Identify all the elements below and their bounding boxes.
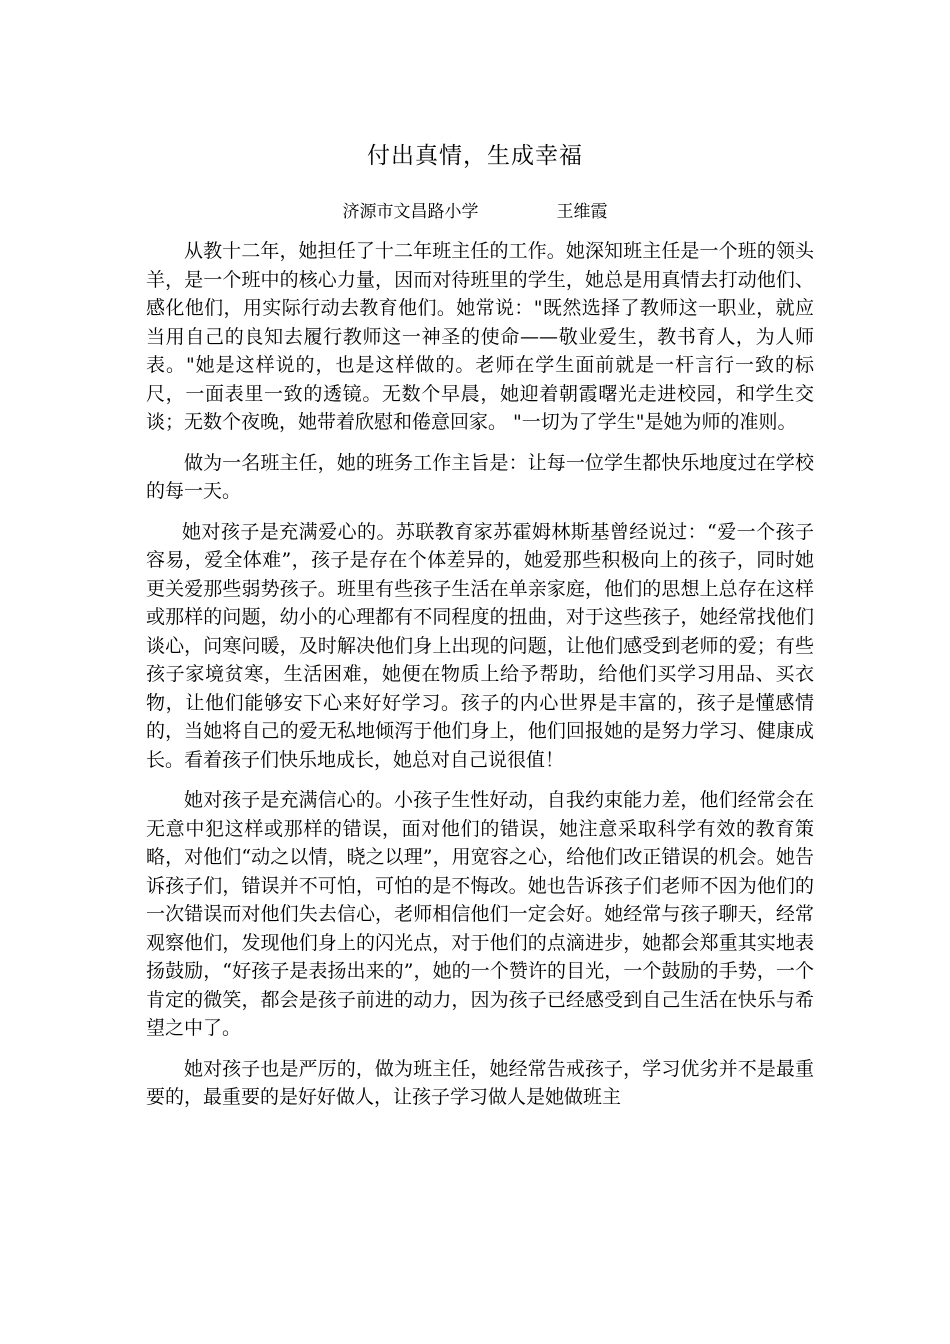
author-school: 济源市文昌路小学: [342, 202, 479, 222]
document-title: 付出真情，生成幸福: [367, 143, 583, 169]
paragraph-3: 她对孩子是充满爱心的。苏联教育家苏霍姆林斯基曾经说过：“爱一个孩子容易，爱全体难”，孩子是存在个体差异的，她爱那些积极向上的孩子，同时她更关爱那些弱势孩子。班里有些孩子生活在单亲家庭，他们的思想上总存在这样或那样的问题，幼小的心理都有不同程度的扭曲，对于这些孩子，她经常找他们谈心，问寒问暖，及时解决他们身上出现的问题，让他们感受到老师的爱；有些孩子家境贫寒，生活困难，她便在物质上给予帮助，给他们买学习用品、买衣物，让他们能够安下心来好好学习。孩子的内心世界是丰富的，孩子是懂感情的，当她将自己的爱无私地倾泻于他们身上，他们回报她的是努力学习、健康成长。看着孩子们快乐地成长，她总对自己说很值！: [146, 520, 814, 771]
document-body: [146, 237, 814, 1124]
paragraph-2: 做为一名班主任，她的班务工作主旨是：让每一位学生都快乐地度过在学校的每一天。: [146, 451, 814, 502]
byline: [0, 200, 950, 224]
author-name: 王维霞: [556, 202, 608, 222]
paragraph-5: 她对孩子也是严厉的，做为班主任，她经常告戒孩子，学习优劣并不是最重要的，最重要的是好好做人，让孩子学习做人是她做班主: [146, 1057, 814, 1108]
paragraph-1: 从教十二年，她担任了十二年班主任的工作。她深知班主任是一个班的领头羊，是一个班中的核心力量，因而对待班里的学生，她总是用真情去打动他们、感化他们，用实际行动去教育他们。她常说："既然选择了教师这一职业，就应当用自己的良知去履行教师这一神圣的使命——敬业爱生，教书育人，为人师表。"她是这样说的，也是这样做的。老师在学生面前就是一杆言行一致的标尺，一面表里一致的透镜。无数个早晨，她迎着朝霞曙光走进校园，和学生交谈；无数个夜晚，她带着欣慰和倦意回家。 "一切为了学生"是她为师的准则。: [146, 240, 814, 433]
paragraph-4: 她对孩子是充满信心的。小孩子生性好动，自我约束能力差，他们经常会在无意中犯这样或那样的错误，面对他们的错误，她注意采取科学有效的教育策略，对他们“动之以情，晓之以理”，用宽容之心，给他们改正错误的机会。她告诉孩子们，错误并不可怕，可怕的是不悔改。她也告诉孩子们老师不因为他们的一次错误而对他们失去信心，老师相信他们一定会好。她经常与孩子聊天，经常观察他们，发现他们身上的闪光点，对于他们的点滴进步，她都会郑重其实地表扬鼓励，“好孩子是表扬出来的”，她的一个赞许的目光，一个鼓励的手势，一个肯定的微笑，都会是孩子前进的动力，因为孩子已经感受到自己生活在快乐与希望之中了。: [146, 789, 814, 1039]
